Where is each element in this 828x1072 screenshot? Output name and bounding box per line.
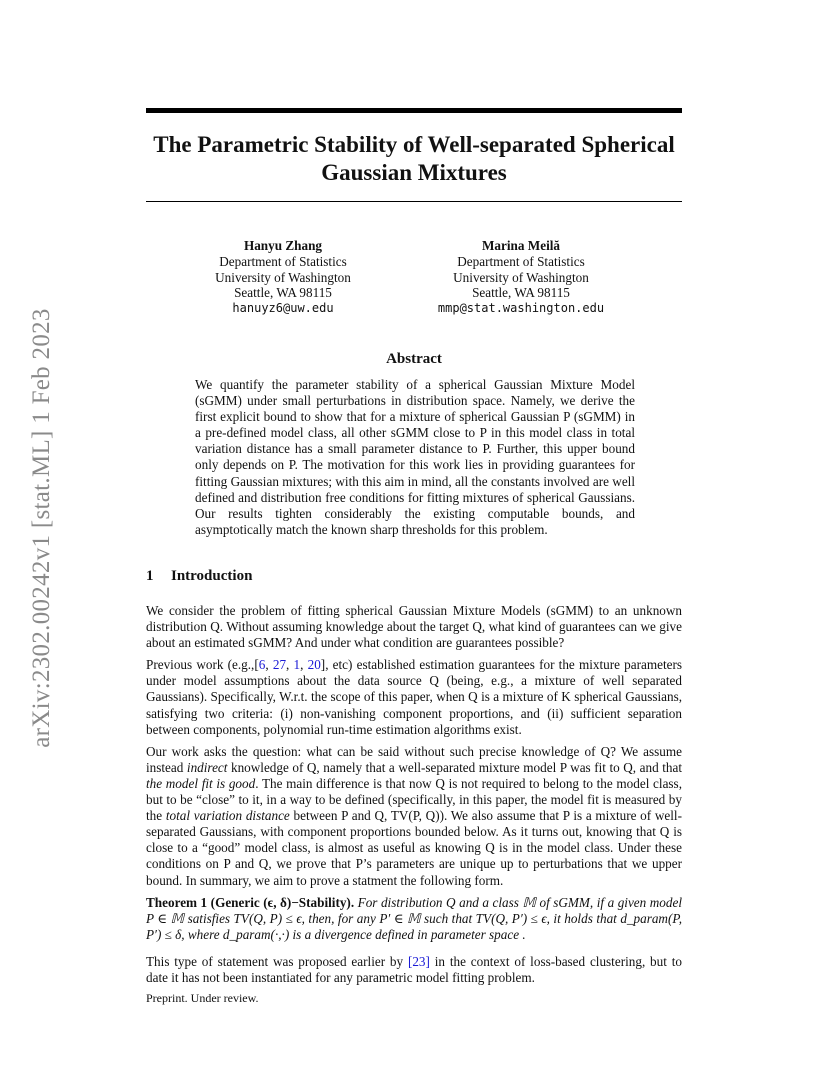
theorem-statement: For distribution Q and a class 𝕄 of sGMM, if a given model P ∈ 𝕄 satisfies TV(Q, P) ≤ ϵ, then, for any P′ ∈ 𝕄 such that TV(Q, P′) ≤ ϵ, it holds that d_param(P, P′) ≤ δ, where d_param(·,·) is a divergence defined in parameter space . xyxy=(146,894,683,942)
author-university: University of Washington xyxy=(453,269,589,285)
main-text xyxy=(146,603,682,992)
citation-link[interactable]: 6 xyxy=(258,657,266,673)
author-location: Seattle, WA 98115 xyxy=(472,285,570,301)
title-bottom-rule xyxy=(146,201,682,202)
paragraph-1: We consider the problem of fitting spherical Gaussian Mixture Models (sGMM) to an unknown distribution Q. Without assuming knowledge about the target Q, what kind of guarantees can we give about an estimated sGMM? And under what condition are guarantees possible? xyxy=(146,603,682,651)
citation-link[interactable]: 1 xyxy=(293,657,301,673)
author-block-1 xyxy=(153,238,413,317)
theorem-label: (Generic (ϵ, δ)−Stability). xyxy=(207,894,355,910)
author-email: mmp@stat.washington.edu xyxy=(437,301,605,316)
citation-link[interactable]: 27 xyxy=(272,657,287,673)
paragraph-4: This type of statement was proposed earlier by [23] in the context of loss-based clustering, but to date it has not been instantiated for any parametric model fitting problem. xyxy=(146,953,682,985)
author-university: University of Washington xyxy=(215,269,351,285)
citation-link[interactable]: 20 xyxy=(307,657,321,673)
author-department: Department of Statistics xyxy=(219,253,347,269)
author-location: Seattle, WA 98115 xyxy=(234,285,332,301)
paragraph-3: Our work asks the question: what can be said without such precise knowledge of Q? We assume instead indirect knowledge of Q, namely that a well-separated mixture model P was fit to Q, and that the model fit is good. The main difference is that now Q is not required to belong to the model class, but to be “close” to it, in a way to be defined (specifically, in this paper, the model fit is measured by the total variation distance between P and Q, TV(P, Q)). We also assume that P is a mixture of well-separated Gaussians, with component proportions bounded below. As it turns out, knowing that Q is close to a “good” model class, is almost as useful as knowing Q is in the model class. Under these conditions on P and Q, we prove that P’s parameters are unique up to perturbations that we upper bound. In summary, we aim to prove a statment the following form. xyxy=(146,743,682,888)
title-top-rule xyxy=(146,108,682,113)
section-title: Introduction xyxy=(171,568,253,584)
theorem-heading: Theorem 1 xyxy=(146,894,208,910)
theorem-1 xyxy=(146,895,682,943)
section-number: 1 xyxy=(146,568,154,584)
abstract-heading: Abstract xyxy=(386,351,442,367)
author-name: Hanyu Zhang xyxy=(243,238,323,253)
paragraph-2: Previous work (e.g.,[6, 27, 1, 20], etc) established estimation guarantees for the mixture parameters under model assumptions about the data source Q (being, e.g., a mixture of well separated Gaussians). Specifically, W.r.t. the scope of this paper, when Q is a mixture of K spherical Gaussians, satisfying two criteria: (i) non-vanishing component proportions, and (ii) sufficient separation between components, polynomial run-time estimation algorithms exist. xyxy=(146,657,682,737)
footer-note: Preprint. Under review. xyxy=(146,991,259,1005)
paper-title: The Parametric Stability of Well-separated Spherical Gaussian Mixtures xyxy=(153,132,675,185)
section-heading xyxy=(146,568,252,585)
author-email: hanuyz6@uw.edu xyxy=(232,301,334,316)
arxiv-identifier: arXiv:2302.00242v1 [stat.ML] 1 Feb 2023 xyxy=(28,308,55,748)
author-name: Marina Meilă xyxy=(481,238,560,253)
author-department: Department of Statistics xyxy=(457,253,585,269)
citation-link[interactable]: [23] xyxy=(407,953,430,969)
abstract-text: We quantify the parameter stability of a spherical Gaussian Mixture Model (sGMM) under small perturbations in distribution space. Namely, we derive the first explicit bound to show that for a mixture of spherical Gaussian P (sGMM) in a pre-defined model class, all other sGMM close to P in this model class in total variation distance has a small parameter distance to P. Further, this upper bound only depends on P. The motivation for this work lies in providing guarantees for fitting Gaussian mixtures; with this aim in mind, all the constants involved are well defined and distribution free conditions for fitting mixtures of spherical Gaussians. Our results tighten considerably the existing computable bounds, and asymptotically match the known sharp thresholds for this problem. xyxy=(195,377,635,537)
author-block-2 xyxy=(391,238,651,317)
